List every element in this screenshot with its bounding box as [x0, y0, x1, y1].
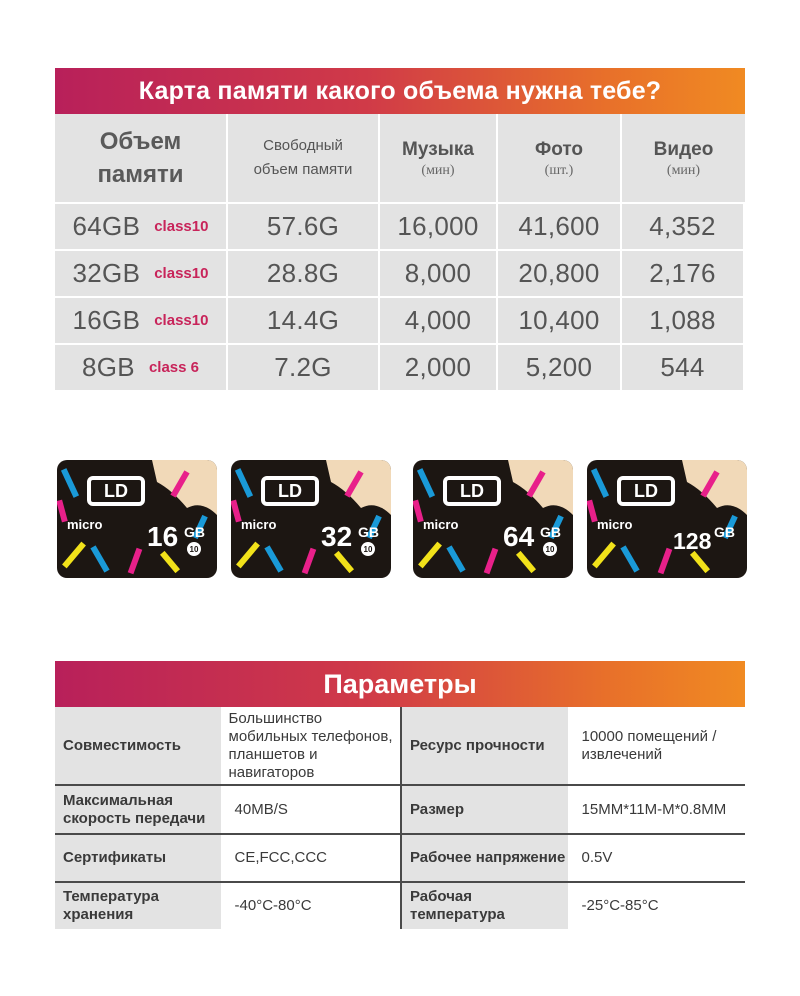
table-row: [55, 707, 745, 784]
header-music-unit: (мин): [421, 163, 455, 178]
capacity-table: [55, 114, 745, 390]
card-unit: GB: [540, 524, 561, 540]
table-row: [55, 204, 745, 249]
row-photo: 20,800: [518, 258, 600, 288]
row-photo: 5,200: [525, 352, 593, 382]
header-video-unit: (мин): [666, 163, 701, 178]
row-free: 28.8G: [266, 258, 340, 288]
param-key: Максимальная скорость передачи: [55, 786, 221, 833]
row-video: 4,352: [649, 211, 716, 241]
param-value: -40°C-80°C: [221, 883, 400, 929]
param-value: CE,FCC,CCC: [221, 835, 400, 881]
table-row: [55, 298, 745, 343]
card-class-badge: 10: [361, 542, 375, 556]
row-class: class10: [154, 265, 209, 282]
row-photo: 41,600: [518, 211, 600, 241]
card-unit: GB: [714, 524, 735, 540]
card-capacity: 128: [673, 528, 712, 554]
row-free: 7.2G: [274, 352, 332, 382]
param-value: 40MB/S: [221, 786, 400, 833]
table-row: [55, 251, 745, 296]
card-capacity: 16: [147, 521, 179, 552]
param-value: Большинство мобильных телефонов, планшетов и навигаторов: [221, 707, 400, 784]
row-class: class 6: [148, 359, 199, 376]
card-capacity: 32: [321, 521, 353, 552]
memory-card-128gb: [587, 460, 747, 578]
capacity-table-header: [55, 114, 745, 202]
header-free: Свободный объем памяти: [253, 137, 353, 178]
card-capacity: 64: [503, 521, 535, 552]
row-video: 2,176: [649, 258, 716, 288]
row-video: 544: [660, 352, 705, 382]
row-video: 1,088: [649, 305, 716, 335]
row-music: 16,000: [397, 211, 479, 241]
table-row: [55, 345, 745, 390]
card-micro-label: micro: [423, 517, 459, 532]
row-size: 32GB: [72, 258, 141, 288]
card-logo: LD: [443, 476, 501, 506]
row-music: 4,000: [404, 305, 472, 335]
card-micro-label: micro: [67, 517, 103, 532]
row-class: class10: [154, 218, 209, 235]
params-table: [55, 707, 745, 929]
card-micro-label: micro: [597, 517, 633, 532]
row-size: 16GB: [72, 305, 141, 335]
param-value: 15MM*11M-M*0.8MM: [568, 786, 746, 833]
card-micro-label: micro: [241, 517, 277, 532]
param-key: Рабочее напряжение: [402, 835, 568, 881]
param-key: Температура хранения: [55, 883, 221, 929]
param-key: Ресурс прочности: [402, 707, 568, 784]
card-unit: GB: [358, 524, 379, 540]
param-value: 0.5V: [568, 835, 746, 881]
memory-card-32gb: [231, 460, 391, 578]
row-free: 57.6G: [266, 211, 340, 241]
param-key: Размер: [402, 786, 568, 833]
table-row: [55, 883, 745, 929]
row-free: 14.4G: [266, 305, 340, 335]
header-video: Видео: [653, 139, 714, 160]
param-key: Рабочая температура: [402, 883, 568, 929]
card-logo: LD: [87, 476, 145, 506]
capacity-banner-title: Карта памяти какого объема нужна тебе?: [55, 68, 745, 114]
row-size: 64GB: [72, 211, 141, 241]
memory-card-64gb: [413, 460, 573, 578]
card-class-badge: 10: [543, 542, 557, 556]
card-logo: LD: [261, 476, 319, 506]
row-music: 2,000: [404, 352, 472, 382]
card-logo: LD: [617, 476, 675, 506]
header-volume: Объем памяти: [97, 128, 184, 188]
param-value: -25°C-85°C: [568, 883, 746, 929]
params-banner-title: Параметры: [55, 661, 745, 707]
row-music: 8,000: [404, 258, 472, 288]
memory-card-16gb: [57, 460, 217, 578]
param-key: Совместимость: [55, 707, 221, 784]
header-music: Музыка: [402, 139, 474, 160]
memory-card-images: [0, 460, 800, 580]
param-key: Сертификаты: [55, 835, 221, 881]
param-value: 10000 помещений /извлечений: [568, 707, 746, 784]
row-photo: 10,400: [518, 305, 600, 335]
card-unit: GB: [184, 524, 205, 540]
header-photo: Фото: [534, 139, 583, 160]
header-photo-unit: (шт.): [544, 163, 574, 178]
row-class: class10: [154, 312, 209, 329]
row-size: 8GB: [82, 352, 135, 382]
card-class-badge: 10: [187, 542, 201, 556]
table-row: [55, 786, 745, 833]
table-row: [55, 835, 745, 881]
